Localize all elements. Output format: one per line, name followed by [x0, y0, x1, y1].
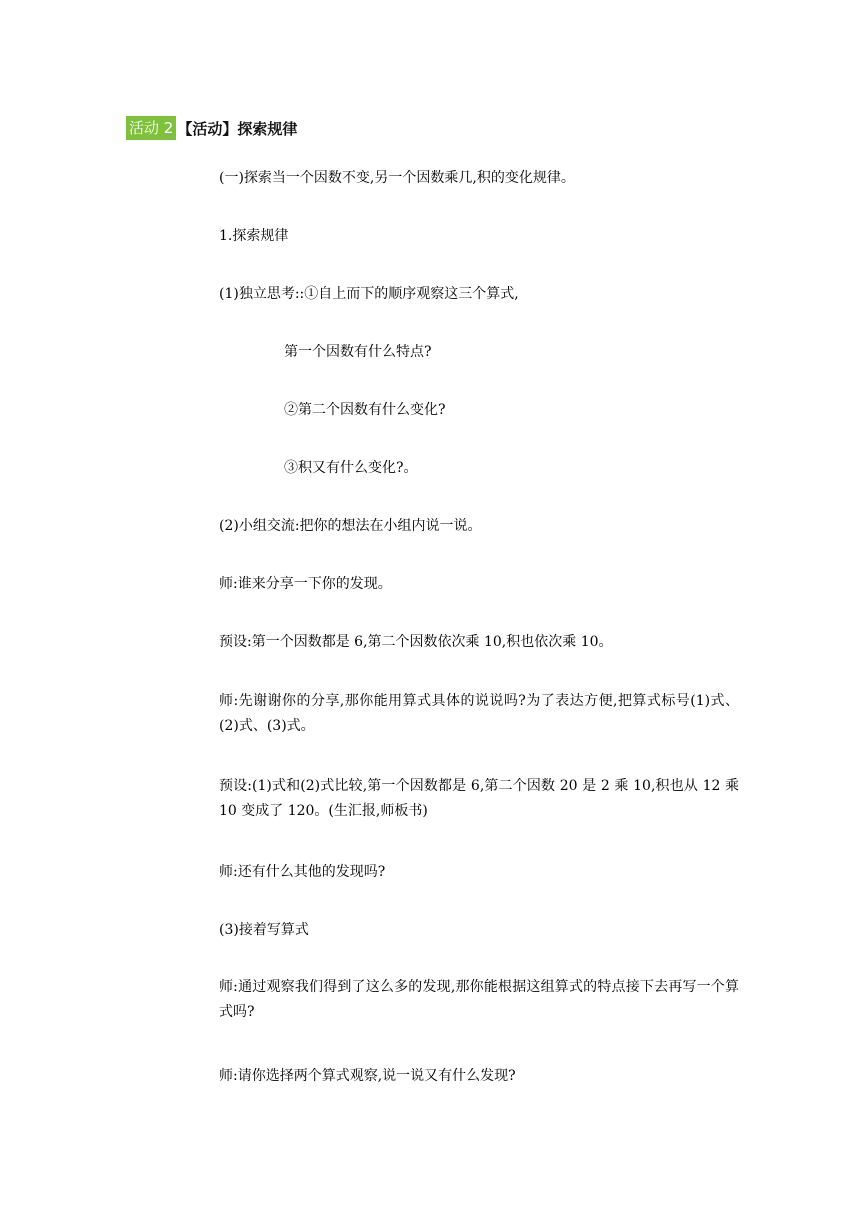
question-product: ③积又有什么变化?。: [284, 460, 418, 476]
paragraph-independent-thinking: (1)独立思考::①自上而下的顺序观察这三个算式,: [219, 286, 519, 302]
paragraph-preset-2: 预设:(1)式和(2)式比较,第一个因数都是 6,第二个因数 20 是 2 乘 10,积也从 12 乘 10 变成了 120。(生汇报,师板书): [219, 778, 739, 819]
paragraph-subheading-rule: 1.探索规律: [219, 228, 289, 244]
question-first-factor: 第一个因数有什么特点?: [284, 344, 432, 360]
paragraph-heading-explore: (一)探索当一个因数不变,另一个因数乘几,积的变化规律。: [219, 170, 575, 186]
section-heading: [126, 116, 297, 140]
paragraph-teacher-choose: 师:请你选择两个算式观察,说一说又有什么发现?: [219, 1068, 516, 1084]
question-second-factor: ②第二个因数有什么变化?: [284, 402, 446, 418]
paragraph-teacher-other: 师:还有什么其他的发现吗?: [219, 864, 386, 880]
paragraph-teacher-share: 师:谁来分享一下你的发现。: [219, 576, 392, 592]
paragraph-write-formula: (3)接着写算式: [219, 922, 309, 938]
section-title: 【活动】探索规律: [177, 119, 298, 138]
paragraph-group-discussion: (2)小组交流:把你的想法在小组内说一说。: [219, 518, 482, 534]
paragraph-teacher-continue: 师:通过观察我们得到了这么多的发现,那你能根据这组算式的特点接下去再写一个算式吗?: [219, 979, 739, 1020]
activity-badge: 活动 2: [126, 116, 176, 140]
paragraph-teacher-thanks: 师:先谢谢你的分享,那你能用算式具体的说说吗?为了表达方便,把算式标号(1)式、(2)式、(3)式。: [219, 693, 739, 734]
paragraph-preset-1: 预设:第一个因数都是 6,第二个因数依次乘 10,积也依次乘 10。: [219, 634, 613, 650]
